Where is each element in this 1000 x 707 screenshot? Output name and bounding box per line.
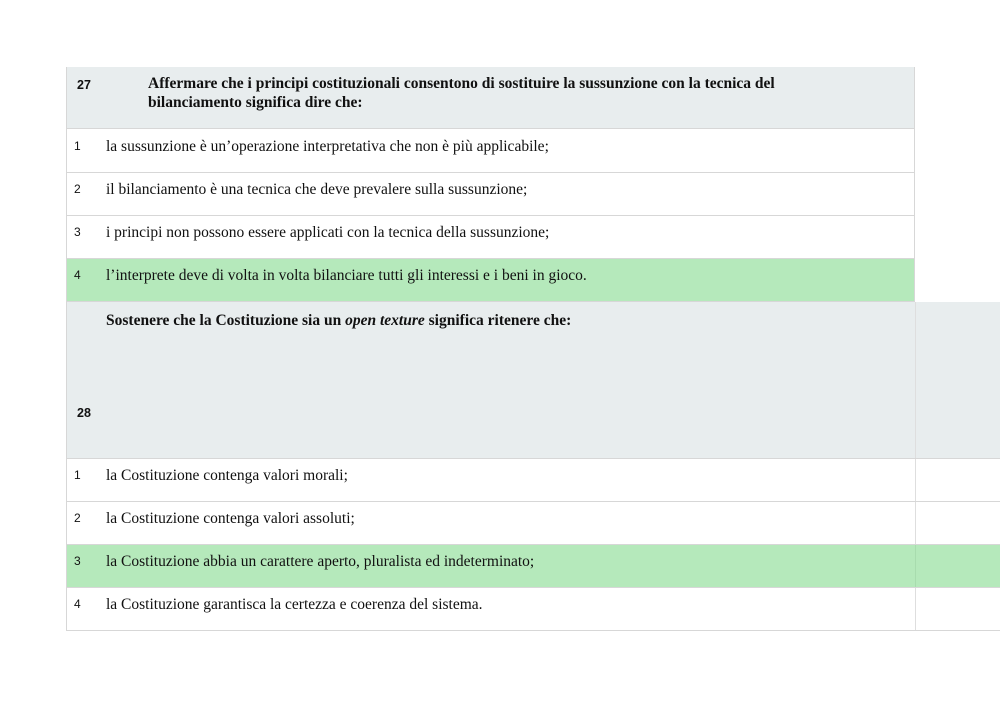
column-divider: [915, 588, 916, 630]
question-text-emphasis: open texture: [345, 312, 425, 329]
answer-text: i principi non possono essere applicati con la tecnica della sussunzione;: [106, 224, 550, 241]
answer-text: la sussunzione è un’operazione interpretativa che non è più applicabile;: [106, 138, 549, 155]
answer-number: 3: [74, 225, 81, 239]
answer-number: 1: [74, 139, 81, 153]
answer-text: il bilanciamento è una tecnica che deve prevalere sulla sussunzione;: [106, 181, 528, 198]
column-divider: [915, 502, 916, 544]
answer-row-correct[interactable]: [66, 545, 1000, 588]
answer-row[interactable]: [66, 502, 1000, 545]
answer-row[interactable]: [66, 173, 915, 216]
column-divider: [915, 302, 916, 458]
question-text: Affermare che i principi costituzionali consentono di sostituire la sussunzione con la tecnica del bilanciamento significa dire che:: [148, 75, 775, 111]
question-text: [106, 311, 571, 330]
answer-text: la Costituzione abbia un carattere aperto, pluralista ed indeterminato;: [106, 553, 535, 570]
answer-number: 3: [74, 554, 81, 568]
column-divider: [915, 459, 916, 501]
answer-number: 2: [74, 182, 81, 196]
question-number: 28: [77, 406, 91, 420]
column-divider: [915, 545, 916, 587]
answer-text: la Costituzione contenga valori morali;: [106, 467, 348, 484]
question-number: 27: [77, 78, 91, 92]
answer-row[interactable]: [66, 459, 1000, 502]
answer-row[interactable]: [66, 129, 915, 173]
question-text-after: significa ritenere che:: [424, 312, 572, 329]
question-28-header: [66, 302, 1000, 459]
answer-number: 1: [74, 468, 81, 482]
question-text-before: Sostenere che la Costituzione sia un: [106, 312, 346, 329]
answer-text: la Costituzione garantisca la certezza e coerenza del sistema.: [106, 596, 483, 613]
question-27-header: [66, 67, 915, 129]
answer-number: 4: [74, 597, 81, 611]
answer-number: 2: [74, 511, 81, 525]
answer-text: l’interprete deve di volta in volta bilanciare tutti gli interessi e i beni in gioco.: [106, 267, 587, 284]
page-top-mark: —: [497, 0, 503, 3]
answer-row[interactable]: [66, 216, 915, 259]
answer-text: la Costituzione contenga valori assoluti;: [106, 510, 355, 527]
answer-row-correct[interactable]: [66, 259, 915, 302]
answer-row[interactable]: [66, 588, 1000, 631]
answer-number: 4: [74, 268, 81, 282]
